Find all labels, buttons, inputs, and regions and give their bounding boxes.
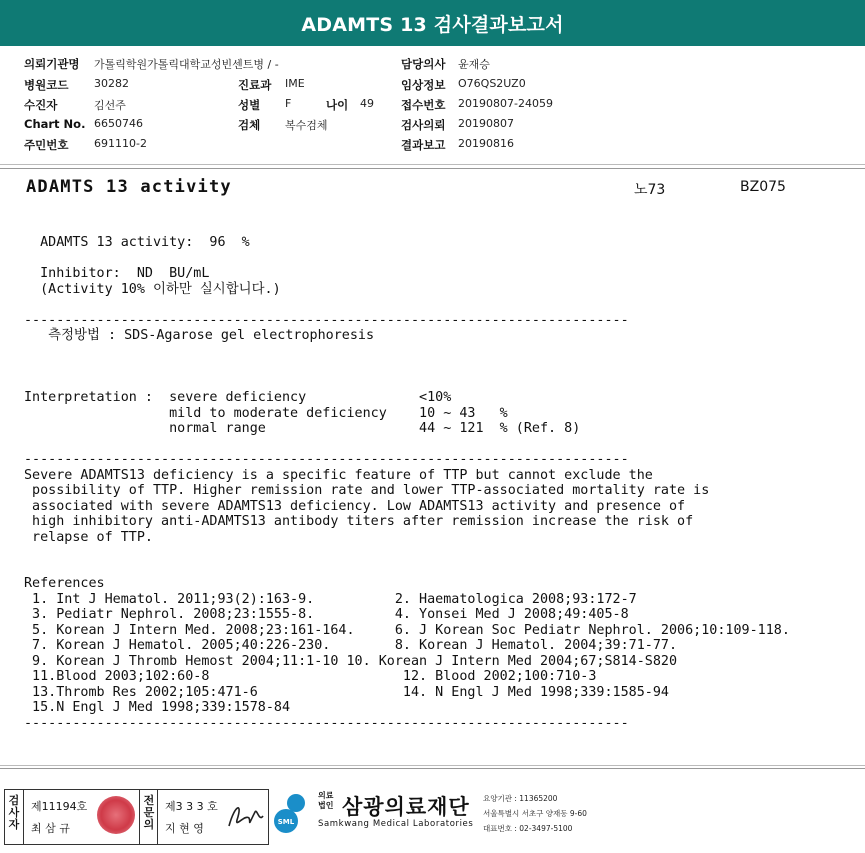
receipt-label: 접수번호 xyxy=(401,98,446,112)
report-line: 13.Thromb Res 2002;105:471-6 14. N Engl J Med 1998;339:1585-94 xyxy=(24,684,669,700)
institution-value: 가톨릭학원가톨릭대학교성빈센트병 / - xyxy=(94,58,279,71)
corner-code-left: 노73 xyxy=(634,182,666,198)
specialist-license: 제3 3 3 호 xyxy=(165,800,218,813)
report-line: ADAMTS 13 activity: 96 % xyxy=(24,235,250,250)
blank-line xyxy=(24,344,790,360)
clinical-value: O76QS2UZ0 xyxy=(458,77,526,90)
blank-line xyxy=(24,545,790,561)
report-date-value: 20190816 xyxy=(458,137,514,150)
report-line: 1. Int J Hematol. 2011;93(2):163-9. 2. Haematologica 2008;93:172-7 xyxy=(24,591,637,607)
report-line: high inhibitory anti-ADAMTS13 antibody titers after remission increase the risk of xyxy=(24,514,694,529)
request-label: 검사의뢰 xyxy=(401,118,446,132)
contact-code: 요양기관 : 11365200 xyxy=(483,794,558,803)
brand-prefix: 의료법인 xyxy=(318,791,334,810)
report-title: ADAMTS 13 검사결과보고서 xyxy=(0,0,865,46)
test-heading: ADAMTS 13 activity xyxy=(26,177,232,197)
report-line: --------------------------------------------------------------------------- xyxy=(24,312,629,328)
report-line: associated with severe ADAMTS13 deficiency. Low ADAMTS13 activity and presence of xyxy=(24,498,686,514)
report-line: Interpretation : severe deficiency <10% xyxy=(24,390,452,405)
blank-line xyxy=(24,359,790,375)
report-line: mild to moderate deficiency 10 ~ 43 % xyxy=(24,405,508,421)
report-line: (Activity 10% 이하만 실시합니다.) xyxy=(24,281,281,297)
blank-line xyxy=(24,297,790,313)
specimen-label: 검체 xyxy=(238,118,261,132)
report-line: References xyxy=(24,576,105,591)
contact-address: 서울특별시 서초구 양재동 9-60 xyxy=(483,809,587,818)
report-line: Inhibitor: ND BU/mL xyxy=(24,266,210,281)
hospital-code-value: 30282 xyxy=(94,77,129,90)
signature-box xyxy=(4,789,269,845)
brand-name: 삼광의료재단 xyxy=(342,795,470,819)
specimen-value: 복수검체 xyxy=(285,119,328,132)
blank-line xyxy=(24,375,790,391)
contact-phone: 대표번호 : 02-3497-5100 xyxy=(483,824,573,833)
department-label: 진료과 xyxy=(238,78,272,92)
age-value: 49 xyxy=(360,97,374,110)
blank-line xyxy=(24,437,790,453)
report-lines xyxy=(24,235,790,731)
report-date-label: 결과보고 xyxy=(401,138,446,152)
department-value: IME xyxy=(285,77,305,90)
institution-label: 의뢰기관명 xyxy=(24,57,80,71)
blank-line xyxy=(24,561,790,577)
report-line: normal range 44 ~ 121 % (Ref. 8) xyxy=(24,421,581,436)
report-line: --------------------------------------------------------------------------- xyxy=(24,715,629,731)
patient-info-panel xyxy=(0,46,865,165)
sex-value: F xyxy=(285,97,292,110)
collector-value: 김선주 xyxy=(94,99,126,112)
tester-license: 제11194호 xyxy=(31,800,88,813)
report-line: 7. Korean J Hematol. 2005;40:226-230. 8. Korean J Hematol. 2004;39:71-77. xyxy=(24,638,678,653)
signature-footer xyxy=(0,768,865,853)
specialist-vertical-label: 전 문 의 xyxy=(143,794,155,831)
report-body xyxy=(0,168,865,766)
blank-line xyxy=(24,251,790,267)
resident-value: 691110-2 xyxy=(94,137,147,150)
report-line: relapse of TTP. xyxy=(24,529,153,545)
resident-label: 주민번호 xyxy=(24,138,69,152)
sml-logo-icon xyxy=(272,789,312,837)
report-line: 측정방법 : SDS-Agarose gel electrophoresis xyxy=(24,328,375,343)
report-line: --------------------------------------------------------------------------- xyxy=(24,452,629,467)
sex-label: 성별 xyxy=(238,98,261,112)
clinical-label: 임상정보 xyxy=(401,78,446,92)
chart-no-label: Chart No. xyxy=(24,117,86,131)
report-line: possibility of TTP. Higher remission rate and lower TTP-associated mortality rate is xyxy=(24,483,710,498)
report-line: 15.N Engl J Med 1998;339:1578-84 xyxy=(24,700,291,715)
handwritten-signature-icon xyxy=(225,798,265,832)
official-seal-icon xyxy=(97,796,135,834)
specialist-name: 지 현 영 xyxy=(165,822,204,835)
receipt-value: 20190807-24059 xyxy=(458,97,553,110)
report-line: 9. Korean J Thromb Hemost 2004;11:1-10 10. Korean J Intern Med 2004;67;S814-S820 xyxy=(24,653,678,669)
tester-name: 최 삼 규 xyxy=(31,822,70,835)
hospital-code-label: 병원코드 xyxy=(24,78,69,92)
age-label: 나이 xyxy=(326,98,349,112)
chart-no-value: 6650746 xyxy=(94,117,143,130)
report-line: 3. Pediatr Nephrol. 2008;23:1555-8. 4. Yonsei Med J 2008;49:405-8 xyxy=(24,607,629,622)
doctor-value: 윤재승 xyxy=(458,58,490,71)
doctor-label: 담당의사 xyxy=(401,57,446,71)
corner-code-right: BZ075 xyxy=(740,179,786,195)
request-value: 20190807 xyxy=(458,117,514,130)
report-line: 11.Blood 2003;102:60-8 12. Blood 2002;100:710-3 xyxy=(24,669,597,684)
logo-text: SML xyxy=(277,818,295,826)
tester-vertical-label: 검 사 자 xyxy=(8,794,20,831)
report-line: Severe ADAMTS13 deficiency is a specific feature of TTP but cannot exclude the xyxy=(24,467,653,483)
brand-english: Samkwang Medical Laboratories xyxy=(318,819,474,829)
report-line: 5. Korean J Intern Med. 2008;23:161-164. 6. J Korean Soc Pediatr Nephrol. 2006;10:109-118. xyxy=(24,622,790,638)
collector-label: 수진자 xyxy=(24,98,58,112)
